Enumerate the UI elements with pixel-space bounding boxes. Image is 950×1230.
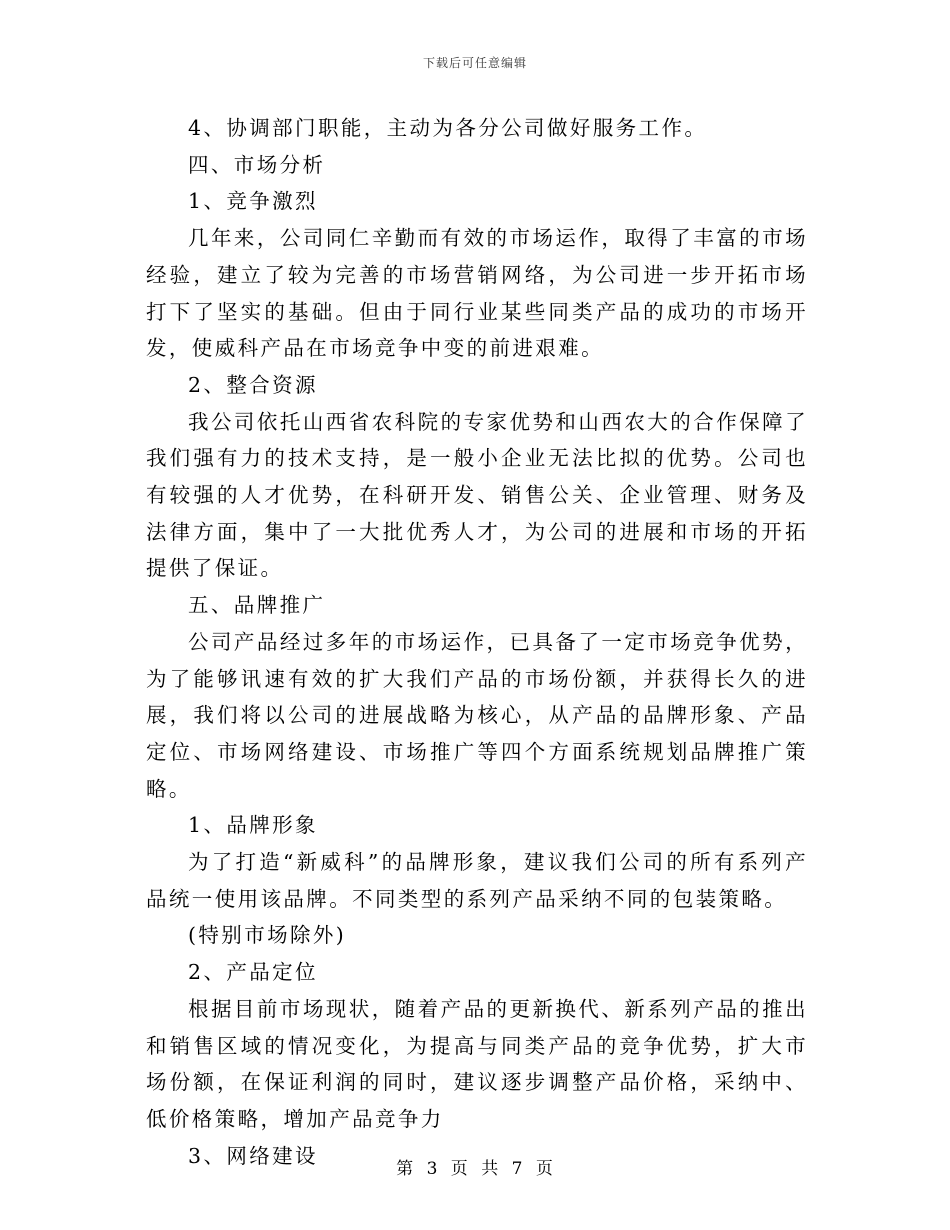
subheading-product-positioning: 2、产品定位 <box>188 960 318 985</box>
paragraph-special-market-note: (特别市场除外) <box>188 923 347 948</box>
section-heading-market-analysis: 四、市场分析 <box>188 152 326 177</box>
paragraph-product-positioning: 根据目前市场现状，随着产品的更新换代、新系列产品的推出和销售区域的情况变化，为提高与同类产品的竞争优势，扩大市场份额，在保证利润的同时，建议逐步调整产品价格，采纳中、低价格策略，增加产品竞争力 <box>146 996 808 1131</box>
page-header: 下载后可任意编辑 <box>422 56 527 70</box>
subheading-integrate-resources: 2、整合资源 <box>188 372 318 397</box>
subheading-network-building: 3、网络建设 <box>188 1143 318 1168</box>
footer-total-unit: 页 <box>535 1159 554 1179</box>
document-body <box>146 110 808 1174</box>
paragraph-brand-image: 为了打造“新威科”的品牌形象，建议我们公司的所有系列产品统一使用该品牌。不同类型的系列产品采纳不同的包装策略。 <box>146 850 808 911</box>
subheading-brand-image: 1、品牌形象 <box>188 813 318 838</box>
footer-total-label: 共 <box>481 1159 500 1179</box>
footer-total-pages: 7 <box>511 1159 524 1179</box>
footer-page-label: 第 <box>396 1159 415 1179</box>
paragraph-integrate-resources: 我公司依托山西省农科院的专家优势和山西农大的合作保障了我们强有力的技术支持，是一般小企业无法比拟的优势。公司也有较强的人才优势，在科研开发、销售公关、企业管理、财务及法律方面，集中了一大批优秀人才，为公司的进展和市场的开拓提供了保证。 <box>146 409 808 581</box>
paragraph-brand-promotion: 公司产品经过多年的市场运作，已具备了一定市场竞争优势，为了能够讯速有效的扩大我们产品的市场份额，并获得长久的进展，我们将以公司的进展战略为核心，从产品的品牌形象、产品定位、市场网络建设、市场推广等四个方面系统规划品牌推广策略。 <box>146 629 808 801</box>
paragraph-item-4: 4、协调部门职能，主动为各分公司做好服务工作。 <box>188 116 708 140</box>
section-heading-brand-promotion: 五、品牌推广 <box>188 593 326 618</box>
paragraph-competition: 几年来，公司同仁辛勤而有效的市场运作，取得了丰富的市场经验，建立了较为完善的市场营销网络，为公司进一步开拓市场打下了坚实的基础。但由于同行业某些同类产品的成功的市场开发，使威科产品在市场竞争中变的前进艰难。 <box>146 226 808 361</box>
footer-page-unit: 页 <box>450 1159 469 1179</box>
page-footer <box>0 1154 950 1179</box>
footer-page-number: 3 <box>426 1159 439 1179</box>
subheading-competition: 1、竞争激烈 <box>188 189 318 214</box>
